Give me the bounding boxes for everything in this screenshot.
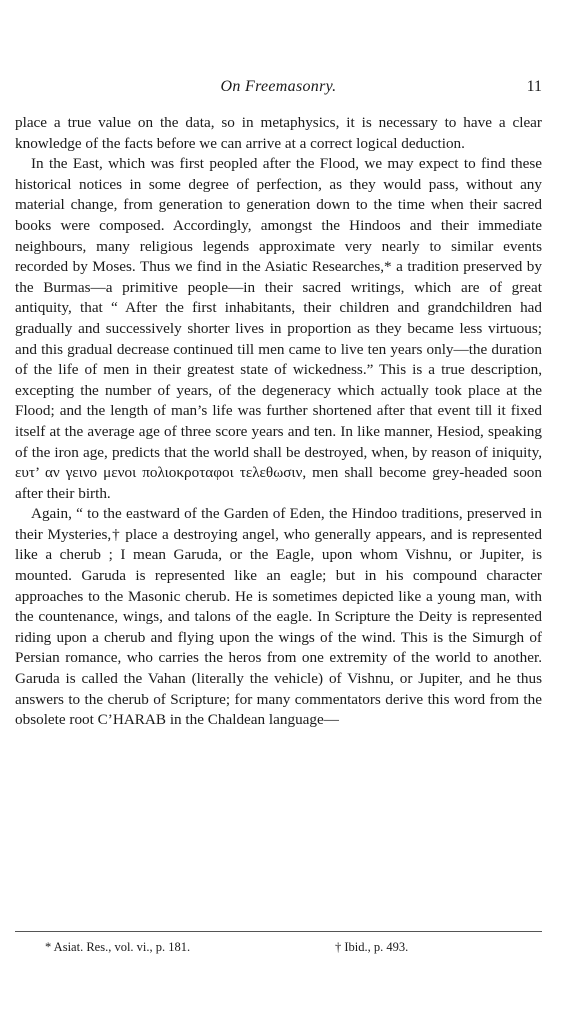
footnote-asiatic-researches: * Asiat. Res., vol. vi., p. 181. bbox=[45, 940, 191, 954]
running-head bbox=[15, 78, 542, 100]
footnotes bbox=[15, 940, 542, 958]
paragraph-2: In the East, which was first peopled after the Flood, we may expect to find these historical notices in some degree of perfection, as they would pass, without any material change, from generation to generation down to the time when their sacred books were composed. Accordingly, amongst the Hindoos and their immediate neighbours, many religious legends approximate very nearly to similar events recorded by Moses. Thus we find in the Asiatic Researches,* a tradition preserved by the Burmas—a primitive people—in their sacred writings, which are of great antiquity, that “ After the first inhabitants, their children and grandchildren had gradually and successively shorter lives in proportion as they became less virtuous; and this gradual decrease continued till men came to live ten years only—the duration of the life of men in their greatest state of wickedness.” This is a true description, excepting the number of years, of the degeneracy which actually took place at the Flood; and the length of man’s life was further shortened after that event till it fixed itself at the average age of three score years and ten. In like manner, Hesiod, speaking of the iron age, predicts that the world shall be destroyed, when, by reason of iniquity, ευτ’ αν γεινο μενοι πολιοκροταφοι τελεθωσιν, men shall become grey-headed soon after their birth. bbox=[15, 155, 542, 502]
footnote-rule bbox=[15, 931, 542, 932]
running-title: On Freemasonry. bbox=[220, 78, 337, 95]
footnote-ibid: † Ibid., p. 493. bbox=[335, 940, 409, 954]
paragraph-1: place a true value on the data, so in metaphysics, it is necessary to have a clear knowledge of the facts before we can arrive at a correct logical deduction. bbox=[15, 114, 542, 152]
body-text bbox=[15, 113, 542, 731]
page-number: 11 bbox=[526, 78, 542, 95]
paragraph-3: Again, “ to the eastward of the Garden of Eden, the Hindoo traditions, preserved in their Mysteries,† place a destroying angel, who generally appears, and is represented like a cherub ; I mean Garuda, or the Eagle, upon whom Vishnu, or Jupiter, is mounted. Garuda is represented like an eagle; but in his compound character approaches to the Masonic cherub. He is sometimes depicted like a young man, with the countenance, wings, and talons of the eagle. In Scripture the Deity is represented riding upon a cherub and flying upon the wings of the wind. This is the Simurgh of Persian romance, who carries the heros from one extremity of the world to another. Garuda is called the Vahan (literally the vehicle) of Vishnu, or Jupiter, and he thus answers to the cherub of Scripture; for many commentators derive this word from the obsolete root C’HARAB in the Chaldean language— bbox=[15, 505, 542, 729]
